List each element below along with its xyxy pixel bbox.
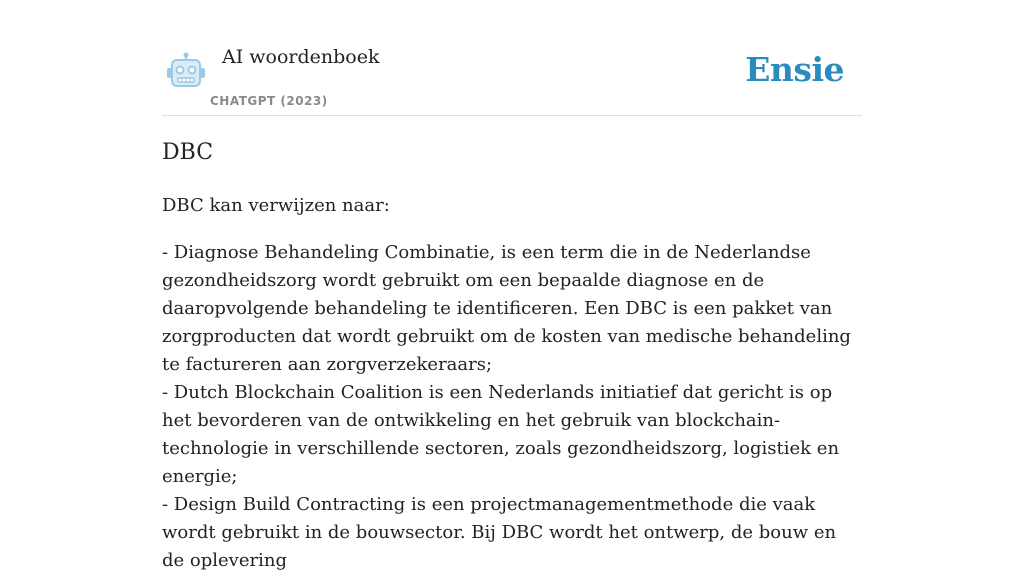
robot-icon bbox=[166, 52, 206, 90]
entry-term: DBC bbox=[162, 140, 214, 165]
entry-definition bbox=[162, 192, 862, 575]
definition-item: - Dutch Blockchain Coalition is een Nederlands initiatief dat gericht is op het bevorderen van de ontwikkeling en het gebruik van blockchain-technologie in verschillende sectoren, zoals gezondheidszorg, logistiek en energie; bbox=[162, 382, 840, 487]
header bbox=[162, 40, 862, 116]
definition-item: - Design Build Contracting is een projectmanagementmethode die vaak wordt gebruikt in de bouwsector. Bij DBC wordt het ontwerp, de bouw en de oplevering bbox=[162, 494, 837, 571]
definition-item: - Diagnose Behandeling Combinatie, is een term die in de Nederlandse gezondheidszorg wordt gebruikt om een bepaalde diagnose en de daaropvolgende behandeling te identificeren. Een DBC is een pakket van zorgproducten dat wordt gebruikt om de kosten van medische behandeling te factureren aan zorgverzekeraars; bbox=[162, 242, 851, 375]
source-subtitle: CHATGPT (2023) bbox=[210, 94, 328, 108]
definition-intro: DBC kan verwijzen naar: bbox=[162, 195, 390, 216]
brand-logo[interactable]: Ensie bbox=[745, 50, 844, 89]
source-title[interactable]: AI woordenboek bbox=[222, 46, 380, 68]
